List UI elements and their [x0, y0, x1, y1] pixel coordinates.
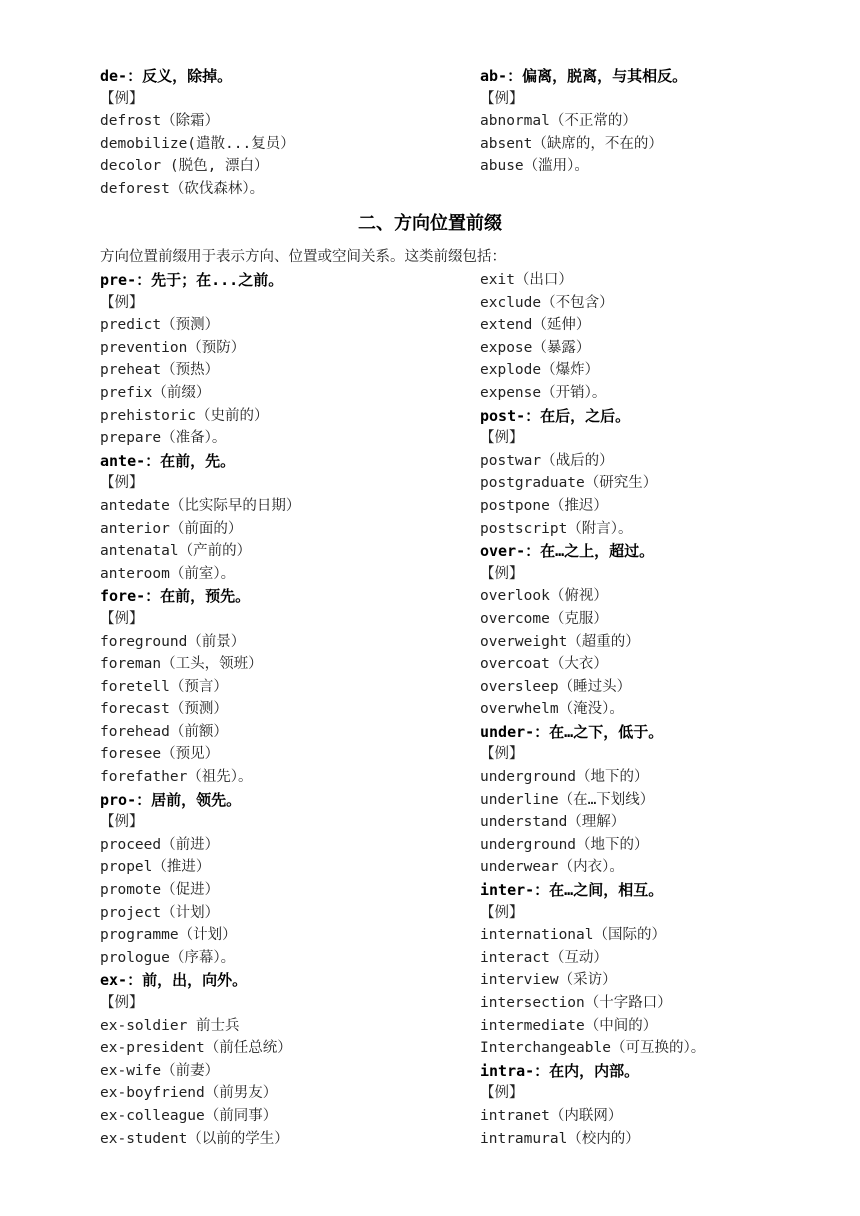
vocab-item: ex-colleague（前同事） — [100, 1107, 278, 1124]
section-title: 二、方向位置前缀 — [358, 213, 502, 234]
vocab-item: predict（预测） — [100, 317, 220, 334]
vocab-item: expense（开销）。 — [480, 384, 607, 401]
vocab-item: ex-wife（前妻） — [100, 1062, 220, 1079]
main-left-column — [100, 269, 480, 1150]
prefix-heading: de-：反义，除掉。 — [100, 67, 233, 85]
vocab-item: proceed（前进） — [100, 836, 220, 853]
prefix-heading: intra-：在内，内部。 — [480, 1061, 640, 1080]
vocab-item: prefix（前缀） — [100, 384, 211, 401]
vocab-item: decolor (脱色, 漂白） — [100, 158, 269, 175]
vocab-item: postpone（推迟） — [480, 497, 608, 514]
vocab-item: postwar（战后的） — [480, 452, 614, 469]
example-label: 【例】 — [480, 904, 524, 921]
vocab-item: extend（延伸） — [480, 317, 591, 334]
prefix-heading: ante-：在前，先。 — [100, 451, 236, 470]
vocab-item: underline（在…下划线） — [480, 791, 655, 808]
vocab-item: prepare（准备）。 — [100, 430, 227, 447]
example-label: 【例】 — [100, 294, 144, 311]
vocab-item: absent（缺席的，不在的） — [480, 135, 663, 152]
top-right-column — [480, 65, 860, 178]
vocab-item: ex-boyfriend（前男友） — [100, 1085, 278, 1102]
vocab-item: prehistoric（史前的） — [100, 407, 269, 424]
vocab-item: interact（互动） — [480, 949, 608, 966]
vocab-item: foreman（工头，领班） — [100, 656, 263, 673]
vocab-item: forehead（前额） — [100, 723, 228, 740]
vocab-item: antenatal（产前的） — [100, 543, 252, 560]
example-label: 【例】 — [480, 1085, 524, 1102]
vocab-item: antedate（比实际早的日期） — [100, 497, 301, 514]
vocab-item: forefather（祖先）。 — [100, 769, 253, 786]
vocab-item: overcome（克服） — [480, 610, 608, 627]
vocab-item: overcoat（大衣） — [480, 656, 608, 673]
vocab-item: oversleep（睡过头） — [480, 678, 632, 695]
vocab-item: expose（暴露） — [480, 339, 591, 356]
vocab-item: anteroom（前室）。 — [100, 565, 236, 582]
example-label: 【例】 — [100, 90, 144, 107]
vocab-item: overlook（俯视） — [480, 588, 608, 605]
vocab-item: programme（计划） — [100, 927, 237, 944]
vocab-item: preheat（预热） — [100, 362, 220, 379]
vocab-item: anterior（前面的） — [100, 520, 243, 537]
vocab-item: exclude（不包含） — [480, 294, 614, 311]
vocab-item: ex-president（前任总统） — [100, 1040, 292, 1057]
vocab-item: ex-soldier 前士兵 — [100, 1017, 240, 1034]
example-label: 【例】 — [480, 90, 524, 107]
prefix-heading: fore-：在前，预先。 — [100, 587, 251, 606]
example-label: 【例】 — [100, 610, 144, 627]
vocab-item: foresee（预见） — [100, 746, 220, 763]
vocab-item: explode（爆炸） — [480, 362, 600, 379]
vocab-item: postgraduate（研究生） — [480, 475, 658, 492]
vocab-item: propel（推进） — [100, 859, 211, 876]
vocab-item: promote（促进） — [100, 882, 220, 899]
vocab-item: international（国际的） — [480, 927, 666, 944]
example-label: 【例】 — [480, 430, 524, 447]
example-label: 【例】 — [100, 995, 144, 1011]
prefix-heading: over-：在…之上，超过。 — [480, 542, 655, 561]
prefix-heading: pro-：居前，领先。 — [100, 790, 242, 809]
vocab-item: intranet（内联网） — [480, 1107, 623, 1124]
vocab-item: abnormal（不正常的） — [480, 113, 637, 130]
vocab-item: prologue（序幕）。 — [100, 949, 236, 966]
prefix-heading: inter-：在…之间，相互。 — [480, 881, 664, 900]
example-label: 【例】 — [100, 814, 144, 831]
vocab-item: prevention（预防） — [100, 339, 246, 356]
vocab-item: deforest（砍伐森林）。 — [100, 180, 265, 197]
prefix-heading: under-：在…之下，低于。 — [480, 722, 664, 741]
vocab-item: abuse（滥用）。 — [480, 158, 589, 175]
example-label: 【例】 — [100, 475, 144, 492]
example-label: 【例】 — [480, 746, 524, 763]
vocab-item: intermediate（中间的） — [480, 1017, 658, 1034]
vocab-item: underwear（内衣）。 — [480, 859, 624, 876]
vocab-item: overwhelm（淹没）。 — [480, 701, 624, 718]
vocab-item: intersection（十字路口） — [480, 995, 672, 1011]
vocab-item: underground（地下的） — [480, 836, 649, 853]
vocab-item: Interchangeable（可互换的）。 — [480, 1040, 706, 1057]
vocab-item: intramural（校内的） — [480, 1130, 640, 1147]
prefix-heading: pre-：先于；在...之前。 — [100, 271, 284, 289]
main-right-column — [480, 269, 860, 1150]
prefix-heading: ab-：偏离，脱离，与其相反。 — [480, 67, 688, 85]
vocab-item: overweight（超重的） — [480, 633, 640, 650]
section-intro: 方向位置前缀用于表示方向、位置或空间关系。这类前缀包括： — [100, 249, 506, 265]
prefix-heading: post-：在后，之后。 — [480, 406, 631, 425]
prefix-heading: ex-：前，出，向外。 — [100, 971, 248, 990]
vocab-item: ex-student（以前的学生） — [100, 1130, 289, 1147]
vocab-item: forecast（预测） — [100, 701, 228, 718]
vocab-item: demobilize(遣散...复员） — [100, 135, 295, 152]
vocab-item: interview（采访） — [480, 972, 617, 989]
vocab-item: project（计划） — [100, 904, 220, 921]
vocab-item: exit（出口） — [480, 272, 573, 288]
vocab-item: underground（地下的） — [480, 769, 649, 786]
top-left-column — [100, 65, 480, 201]
example-label: 【例】 — [480, 565, 524, 582]
vocab-item: postscript（附言）。 — [480, 520, 633, 537]
vocab-item: foreground（前景） — [100, 633, 246, 650]
vocab-item: understand（理解） — [480, 814, 626, 831]
vocab-item: foretell（预言） — [100, 678, 228, 695]
vocab-item: defrost（除霜） — [100, 113, 220, 130]
